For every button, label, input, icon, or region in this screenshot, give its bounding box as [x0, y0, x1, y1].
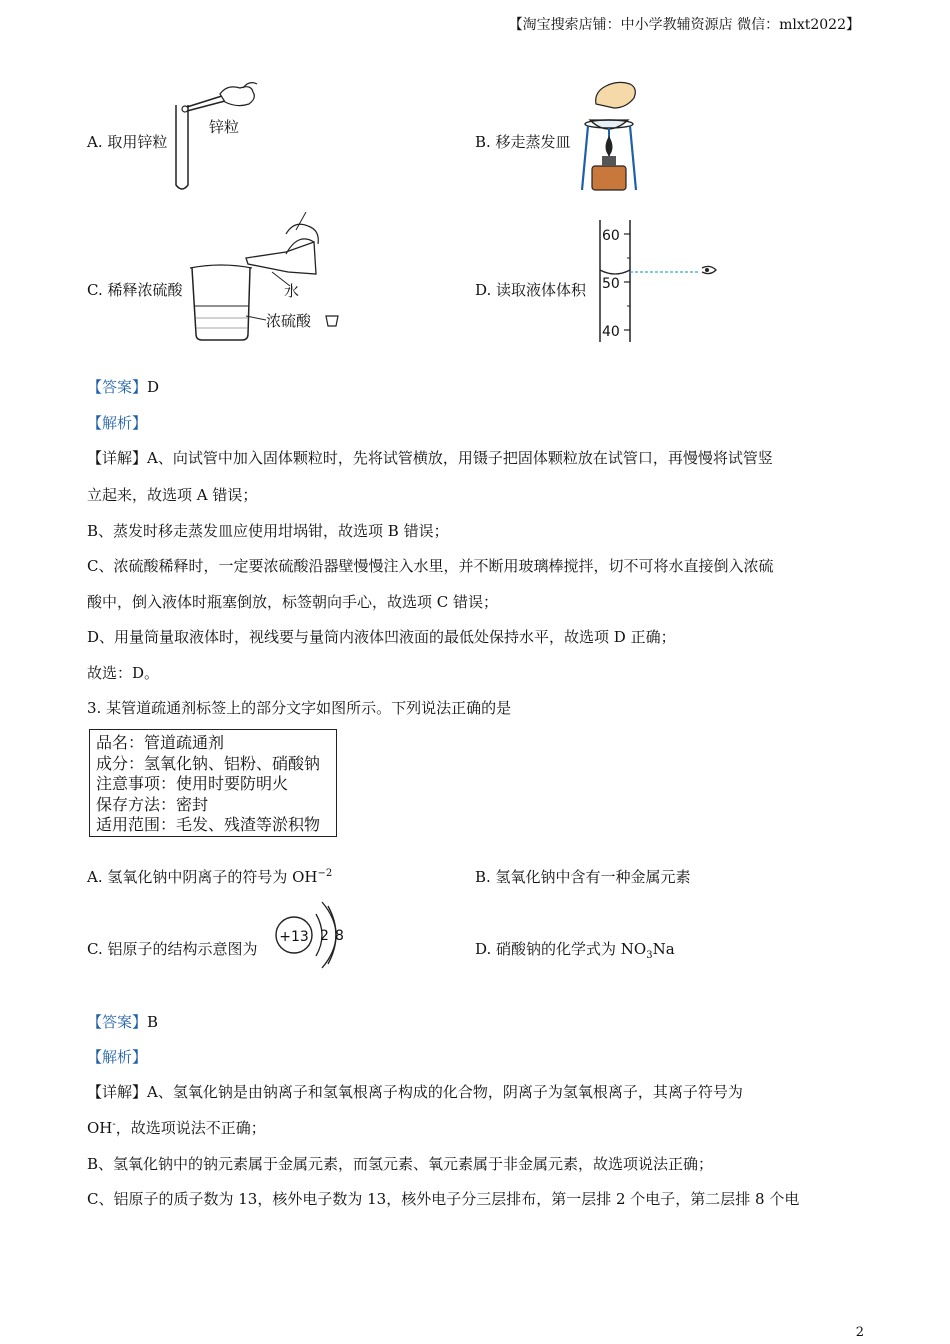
label-line: 保存方法：密封	[96, 794, 209, 814]
figure-dilute-acid	[186, 212, 346, 348]
q3-detail-line-2	[87, 1117, 266, 1138]
shell-2-electrons: 8	[335, 928, 344, 944]
answer-value: D	[147, 378, 160, 396]
label-line: 注意事项：使用时要防明火	[96, 774, 289, 793]
q3-question: 3. 某管道疏通剂标签上的部分文字如图所示。下列说法正确的是	[87, 699, 512, 717]
page-number: 2	[855, 1325, 864, 1340]
product-label-box	[89, 729, 337, 837]
label-line: 成分：氢氧化钠、铝粉、硝酸钠	[96, 753, 321, 773]
q3-answer	[87, 1011, 158, 1032]
detail-text: ，故选项说法不正确；	[115, 1119, 266, 1137]
detail-tag: 【详解】	[87, 449, 148, 467]
shell-1-electrons: 2	[320, 928, 329, 944]
nucleus-charge: +13	[279, 929, 309, 945]
q2-detail-line-7: 故选：D。	[87, 664, 160, 682]
q3-detail-line-1	[87, 1081, 743, 1102]
q2-detail-line-6: D、用量筒量取液体时，视线要与量筒内液体凹液面的最低处保持水平，故选项 D 正确；	[87, 628, 676, 646]
answer-value: B	[147, 1013, 159, 1031]
tick-50: 50	[602, 276, 620, 292]
option-d-label: D. 读取液体体积	[475, 281, 587, 299]
option-a-label: A. 取用锌粒	[87, 133, 168, 151]
option-b-label: B. 移走蒸发皿	[475, 133, 571, 151]
q3-option-d	[475, 938, 675, 961]
figure-evaporating-dish	[578, 78, 644, 194]
detail-text: A、向试管中加入固体颗粒时，先将试管横放，用镊子把固体颗粒放在试管口，再慢慢将试管竖	[147, 449, 773, 467]
aluminum-atom-diagram	[272, 898, 352, 972]
water-label: 水	[284, 282, 300, 300]
q2-analysis-tag: 【解析】	[87, 414, 148, 432]
q2-detail-line-4: C、浓硫酸稀释时，一定要浓硫酸沿器壁慢慢注入水里，并不断用玻璃棒搅拌，切不可将水直接倒入浓硫	[87, 557, 774, 575]
option-d-sub: 3	[646, 950, 653, 961]
q3-option-c: C. 铝原子的结构示意图为	[87, 940, 258, 958]
q3-analysis-tag: 【解析】	[87, 1048, 148, 1066]
figure-measuring-cylinder	[596, 218, 726, 346]
corrosive-icon	[326, 316, 338, 326]
option-a-text: A. 氢氧化钠中阴离子的符号为 OH	[87, 868, 318, 886]
tick-60: 60	[602, 228, 620, 244]
oh-symbol: OH	[87, 1119, 113, 1137]
tick-40: 40	[602, 324, 620, 340]
oh-charge: -	[112, 1119, 116, 1130]
q3-detail-line-4: C、铝原子的质子数为 13，核外电子数为 13，核外电子分三层排布，第一层排 2 个电子，第二层排 8 个电	[87, 1190, 800, 1208]
option-d-suffix: Na	[652, 940, 675, 958]
page-header: 【淘宝搜索店铺：中小学教辅资源店 微信：mlxt2022】	[508, 17, 860, 33]
option-d-text: D. 硝酸钠的化学式为 NO	[475, 940, 647, 958]
option-a-sup: −2	[317, 868, 333, 879]
q2-detail-line-3: B、蒸发时移走蒸发皿应使用坩埚钳，故选项 B 错误；	[87, 522, 449, 540]
q3-option-b: B. 氢氧化钠中含有一种金属元素	[475, 868, 691, 886]
label-line: 品名：管道疏通剂	[96, 733, 225, 752]
answer-tag: 【答案】	[87, 378, 148, 396]
q2-answer	[87, 376, 159, 397]
detail-tag: 【详解】	[87, 1083, 148, 1101]
detail-text: A、氢氧化钠是由钠离子和氢氧根离子构成的化合物，阴离子为氢氧根离子，其离子符号为	[147, 1083, 743, 1101]
label-line: 适用范围：毛发、残渣等淤积物	[96, 815, 321, 834]
figure-zinc-test-tube	[165, 80, 275, 198]
q2-detail-line-2: 立起来，故选项 A 错误；	[87, 486, 258, 504]
acid-label: 浓硫酸	[266, 312, 312, 330]
q3-option-a	[87, 866, 332, 887]
answer-tag: 【答案】	[87, 1013, 148, 1031]
zinc-label: 锌粒	[209, 118, 240, 136]
option-c-label: C. 稀释浓硫酸	[87, 281, 183, 299]
q2-detail-line-1	[87, 447, 773, 468]
q3-detail-line-3: B、氢氧化钠中的钠元素属于金属元素，而氢元素、氧元素属于非金属元素，故选项说法正确；	[87, 1155, 714, 1173]
q2-detail-line-5: 酸中，倒入液体时瓶塞倒放，标签朝向手心，故选项 C 错误；	[87, 593, 499, 611]
